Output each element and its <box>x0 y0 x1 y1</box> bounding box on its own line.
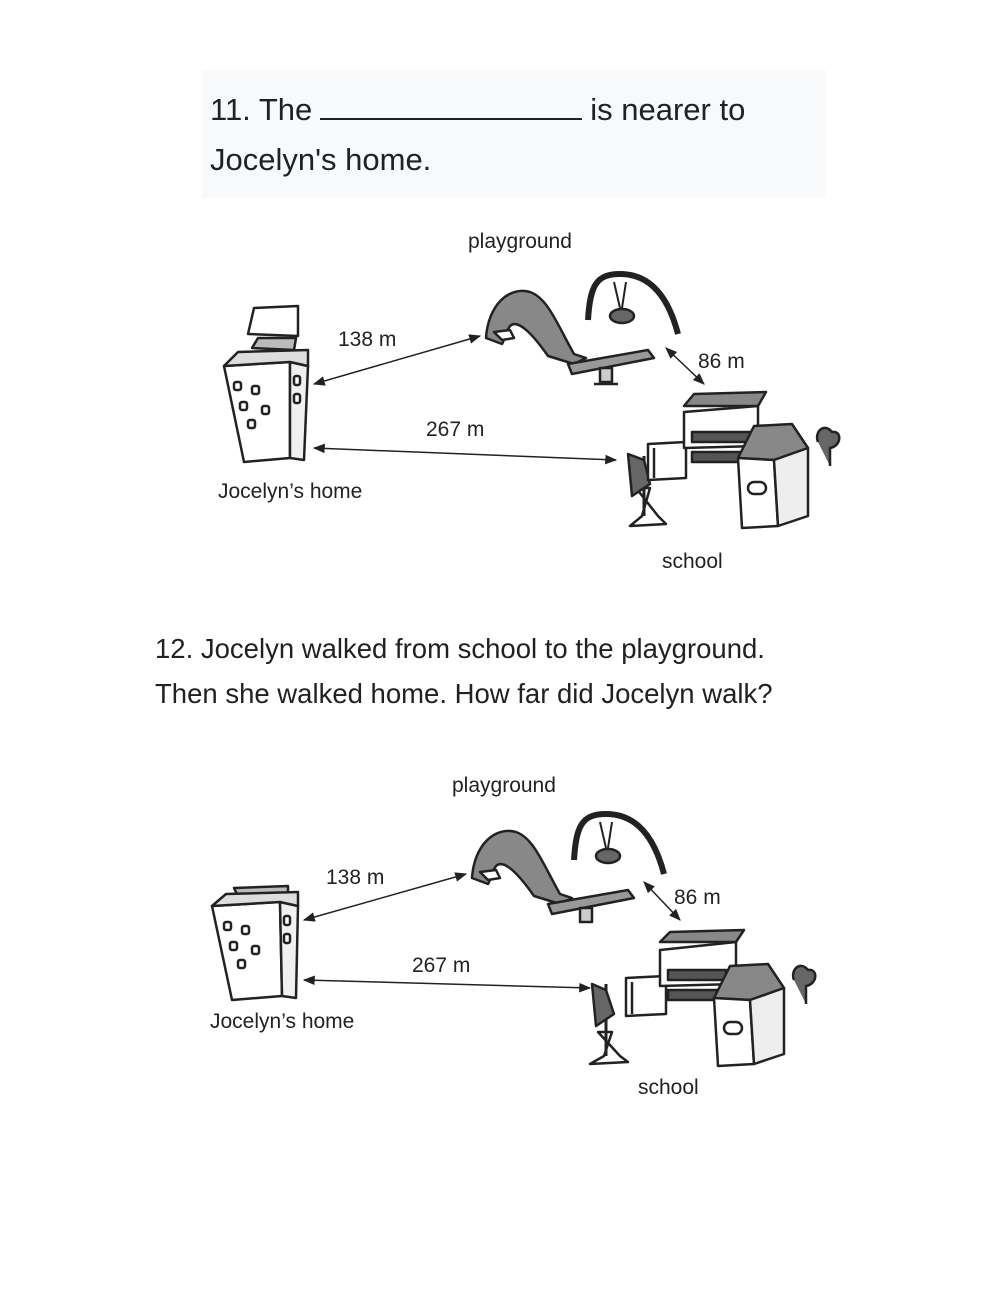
home-building-icon <box>212 886 298 1000</box>
playground-label: playground <box>468 230 572 253</box>
distance-playground-school: 86 m <box>674 886 721 909</box>
question-11-line-1 <box>210 90 745 130</box>
playground-icon <box>486 274 678 384</box>
playground-label: playground <box>452 774 556 797</box>
answer-blank[interactable] <box>320 92 582 120</box>
question-11-prefix: 11. The <box>210 92 313 127</box>
home-label: Jocelyn’s home <box>218 480 363 503</box>
distance-home-school: 267 m <box>412 954 471 977</box>
playground-icon <box>472 814 664 922</box>
question-12-line-1: 12. Jocelyn walked from school to the playground. <box>155 633 765 664</box>
distance-map-1 <box>218 226 848 581</box>
distance-playground-school: 86 m <box>698 350 745 373</box>
arrow-home-to-school <box>314 448 616 460</box>
question-12-line-2: Then she walked home. How far did Jocelyn walk? <box>155 678 773 709</box>
home-label: Jocelyn’s home <box>210 1010 355 1033</box>
question-12 <box>155 626 773 716</box>
school-building-icon <box>628 392 839 528</box>
school-building-icon <box>590 930 815 1066</box>
home-building-icon <box>224 306 308 462</box>
arrow-home-to-school <box>304 980 590 988</box>
distance-home-school: 267 m <box>426 418 485 441</box>
distance-home-playground: 138 m <box>326 866 385 889</box>
distance-home-playground: 138 m <box>338 328 397 351</box>
question-11-suffix: is nearer to <box>590 92 746 127</box>
school-label: school <box>638 1076 699 1099</box>
distance-map-2 <box>210 770 830 1120</box>
question-11-line-2: Jocelyn's home. <box>210 142 432 177</box>
question-11 <box>202 70 826 198</box>
school-label: school <box>662 550 723 573</box>
